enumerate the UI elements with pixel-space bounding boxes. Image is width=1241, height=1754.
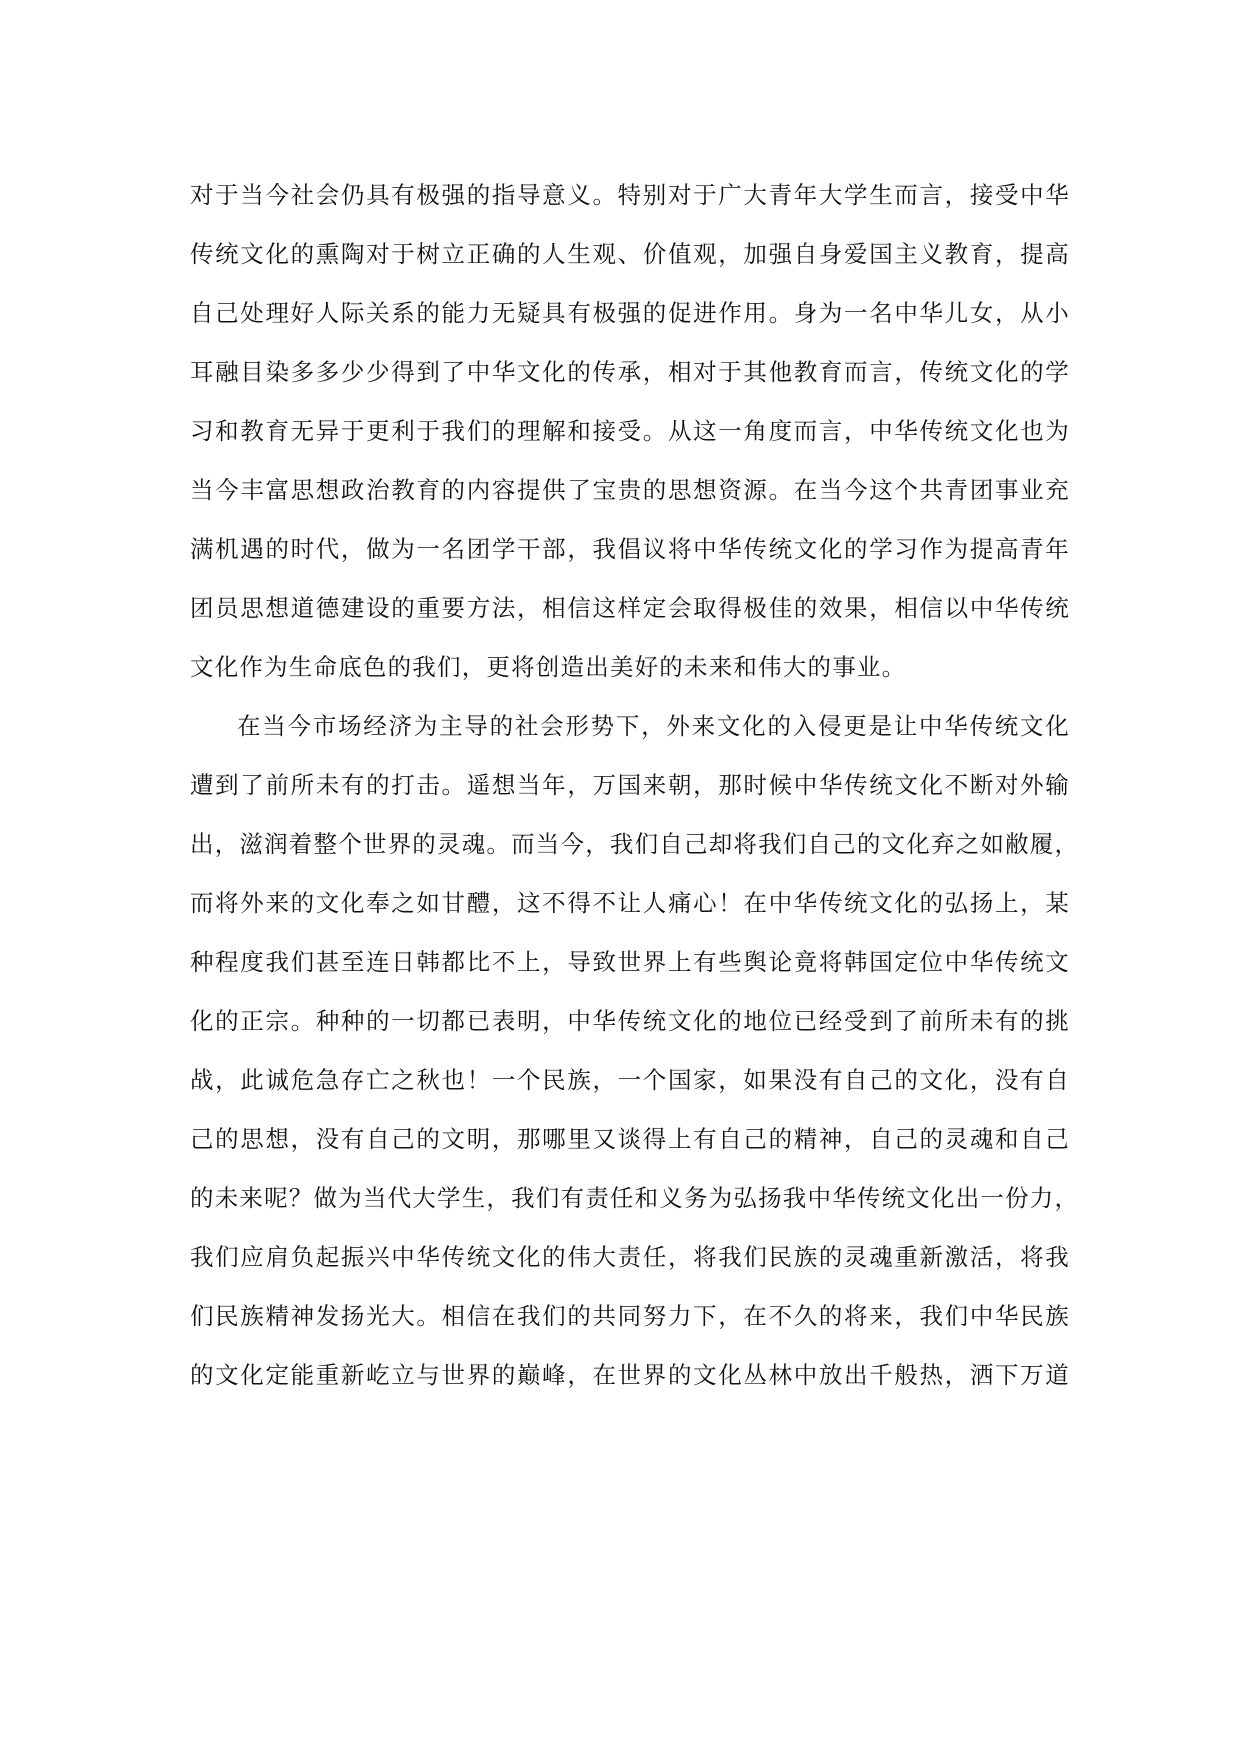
text-line: 遭到了前所未有的打击。遥想当年，万国来朝，那时候中华传统文化不断对外输 [190,771,1070,799]
text-line: 种程度我们甚至连日韩都比不上，导致世界上有些舆论竟将韩国定位中华传统文 [190,948,1070,976]
text-line: 文化作为生命底色的我们，更将创造出美好的未来和伟大的事业。 [190,653,907,681]
paragraph-1 [190,166,1070,697]
text-line: 对于当今社会仍具有极强的指导意义。特别对于广大青年大学生而言，接受中华 [190,181,1070,209]
text-line: 而将外来的文化奉之如甘醴，这不得不让人痛心！在中华传统文化的弘扬上，某 [190,889,1070,917]
text-line: 出，滋润着整个世界的灵魂。而当今，我们自己却将我们自己的文化弃之如敝履， [190,830,1080,858]
text-line: 我们应肩负起振兴中华传统文化的伟大责任，将我们民族的灵魂重新激活，将我 [190,1243,1070,1271]
text-line: 战，此诚危急存亡之秋也！一个民族，一个国家，如果没有自己的文化，没有自 [190,1066,1070,1094]
text-line: 化的正宗。种种的一切都已表明，中华传统文化的地位已经受到了前所未有的挑 [190,1007,1070,1035]
text-line: 己的思想，没有自己的文明，那哪里又谈得上有自己的精神，自己的灵魂和自己 [190,1125,1070,1153]
text-line: 们民族精神发扬光大。相信在我们的共同努力下，在不久的将来，我们中华民族 [190,1302,1070,1330]
text-line: 的未来呢？做为当代大学生，我们有责任和义务为弘扬我中华传统文化出一份力， [190,1184,1080,1212]
document-body [190,166,1080,1405]
text-line: 满机遇的时代，做为一名团学干部，我倡议将中华传统文化的学习作为提高青年 [190,535,1070,563]
paragraph-2 [190,697,1080,1405]
text-line: 自己处理好人际关系的能力无疑具有极强的促进作用。身为一名中华儿女，从小 [190,299,1070,327]
text-line: 当今丰富思想政治教育的内容提供了宝贵的思想资源。在当今这个共青团事业充 [190,476,1070,504]
text-line: 习和教育无异于更利于我们的理解和接受。从这一角度而言，中华传统文化也为 [190,417,1070,445]
text-line: 团员思想道德建设的重要方法，相信这样定会取得极佳的效果，相信以中华传统 [190,594,1070,622]
text-line: 传统文化的熏陶对于树立正确的人生观、价值观，加强自身爱国主义教育，提高 [190,240,1070,268]
text-line: 的文化定能重新屹立与世界的巅峰，在世界的文化丛林中放出千般热，洒下万道 [190,1361,1070,1389]
text-line: 在当今市场经济为主导的社会形势下，外来文化的入侵更是让中华传统文化 [237,712,1070,740]
text-line: 耳融目染多多少少得到了中华文化的传承，相对于其他教育而言，传统文化的学 [190,358,1070,386]
